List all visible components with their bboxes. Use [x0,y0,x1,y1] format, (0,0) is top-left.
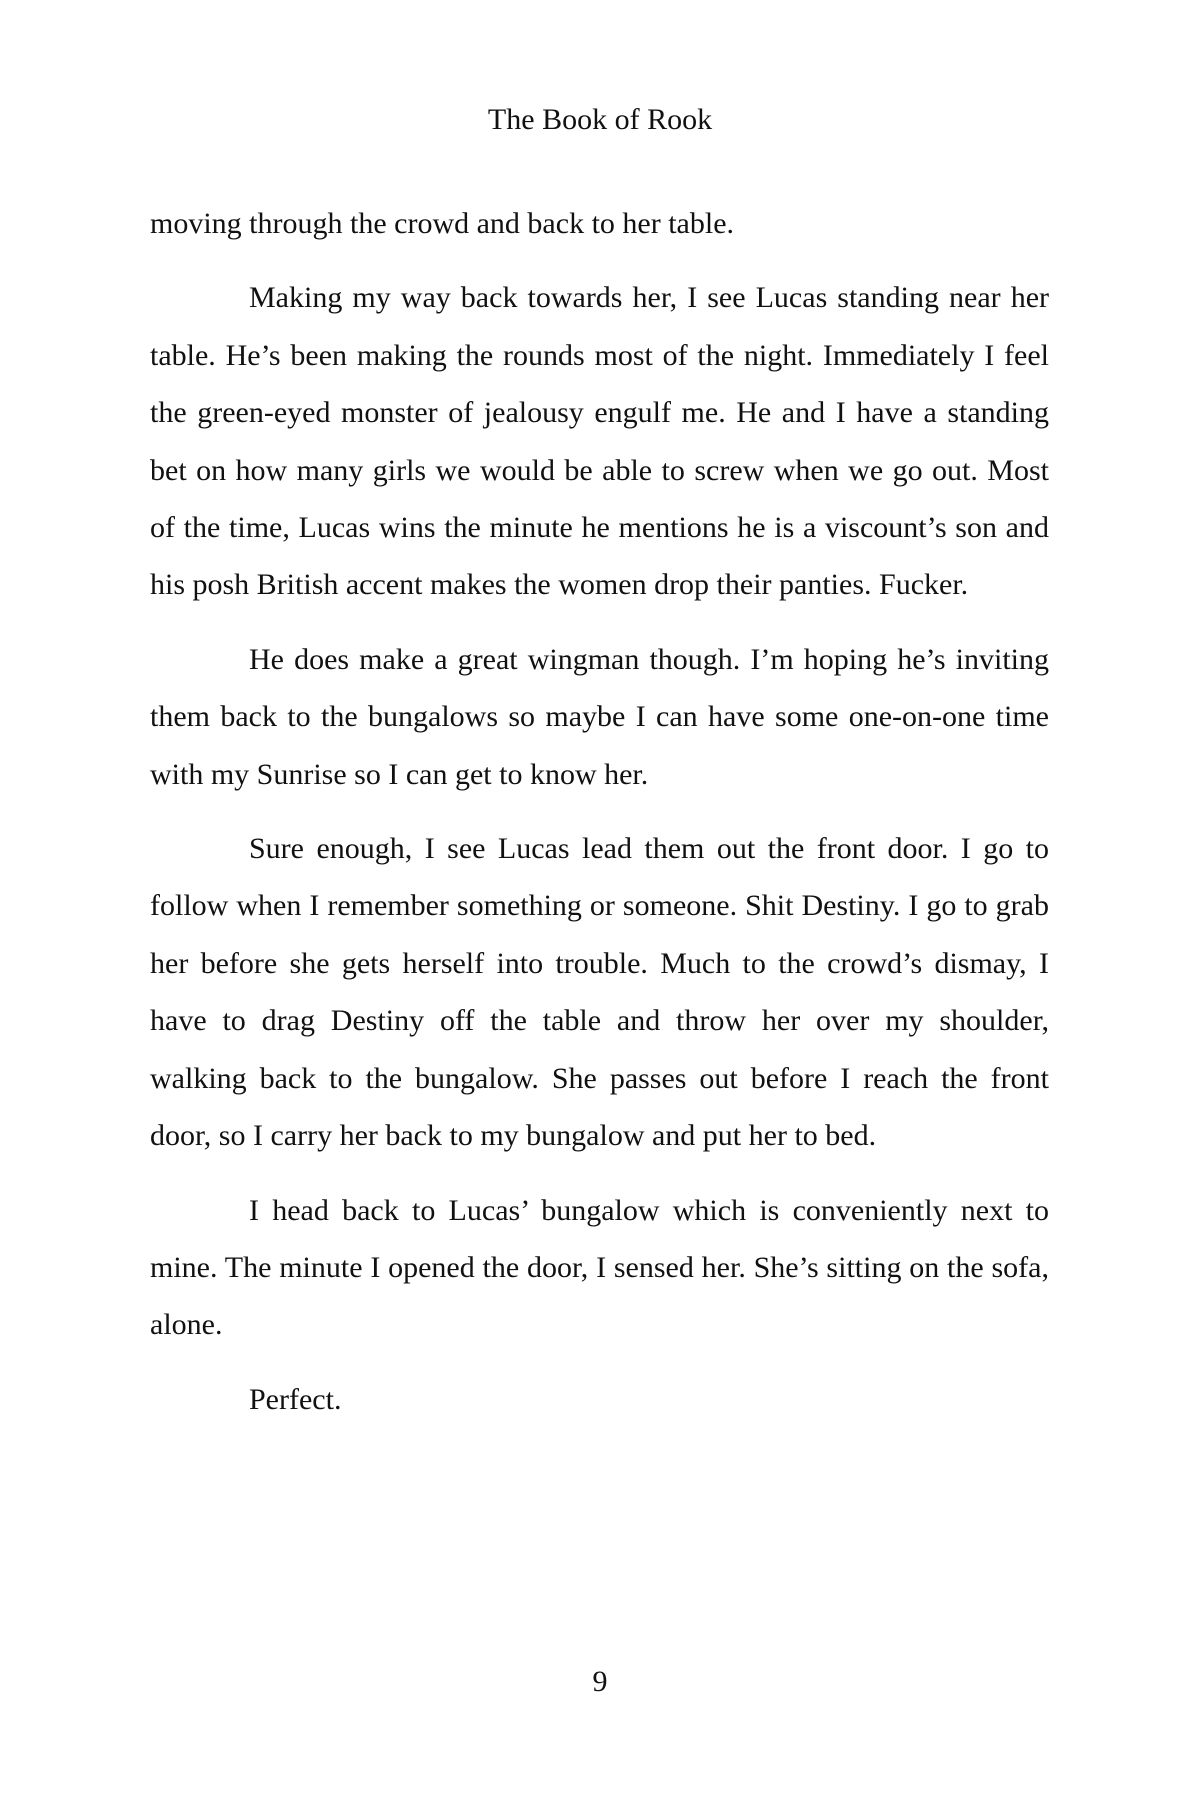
page-number: 9 [592,1665,608,1698]
paragraph: Perfect. [249,1382,342,1416]
running-header: The Book of Rook [487,103,713,136]
paragraph: I head back to Lucas’ bungalow which is conveniently next to mine. The minute I opened the door, I sensed her. She’s sitting on the sofa, alone. [150,1193,1049,1342]
paragraph: He does make a great wingman though. I’m hoping he’s inviting them back to the bungalows so maybe I can have some one-on-one time with my Sunrise so I can get to know her. [150,642,1049,791]
paragraph: Sure enough, I see Lucas lead them out the front door. I go to follow when I remember something or someone. Shit Destiny. I go to grab her before she gets herself into trouble. Much to the crowd’s dismay, I have to drag Destiny off the table and throw her over my shoulder, walking back to the bungalow. She passes out before I reach the front door, so I carry her back to my bungalow and put her to bed. [150,832,1049,1153]
page-body [150,195,1049,1445]
paragraph: Making my way back towards her, I see Lucas standing near her table. He’s been making the rounds most of the night. Immediately I feel the green-eyed monster of jealousy engulf me. He and I have a standing bet on how many girls we would be able to screw when we go out. Most of the time, Lucas wins the minute he mentions he is a viscount’s son and his posh British accent makes the women drop their panties. Fucker. [150,281,1049,602]
paragraph: moving through the crowd and back to her table. [150,207,735,240]
